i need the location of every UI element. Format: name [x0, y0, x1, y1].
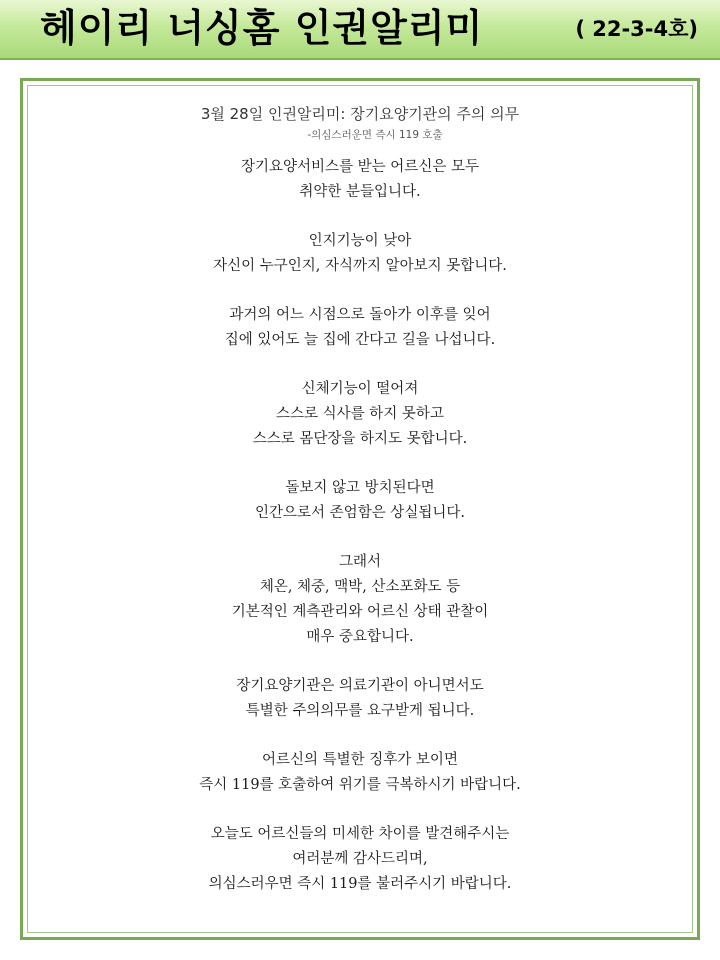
paragraph-line: 어르신의 특별한 징후가 보이면 [262, 752, 458, 768]
paragraph-line: 장기요양기관은 의료기관이 아니면서도 [236, 678, 484, 694]
paragraph-line: 매우 중요합니다. [306, 629, 414, 645]
paragraph-line: 자신이 누구인지, 자식까지 알아보지 못합니다. [213, 258, 507, 274]
document-subtitle: -의심스러운면 즉시 119 호출 [307, 129, 443, 141]
paragraph-line: 스스로 식사를 하지 못하고 [276, 406, 444, 422]
paragraph [23, 303, 697, 353]
paragraph-line: 특별한 주의의무를 요구받게 됩니다. [245, 703, 475, 719]
paragraph [23, 377, 697, 452]
paragraph [23, 822, 697, 897]
paragraph-line: 돌보지 않고 방치된다면 [285, 480, 435, 496]
paragraph-line: 즉시 119를 호출하여 위기를 극복하시기 바랍니다. [199, 777, 521, 793]
paragraph-line: 기본적인 계측관리와 어르신 상태 관찰이 [231, 604, 489, 620]
paragraph-line: 스스로 몸단장을 하지도 못합니다. [252, 431, 468, 447]
document-title: 3월 28일 인권알리미: 장기요양기관의 주의 의무 [200, 105, 520, 123]
paragraph-line: 그래서 [338, 554, 382, 570]
paragraph-line: 인간으로서 존엄함은 상실됩니다. [255, 505, 465, 521]
paragraph [23, 674, 697, 724]
document-frame [20, 78, 700, 940]
issue-number: ( 22-3-4호) [575, 17, 698, 41]
paragraph-line: 장기요양서비스를 받는 어르신은 모두 [241, 159, 479, 175]
header-banner [0, 0, 720, 60]
document-content [23, 103, 697, 921]
paragraph-line: 집에 있어도 늘 집에 간다고 길을 나섭니다. [224, 332, 496, 348]
paragraph-list [23, 155, 697, 897]
paragraph-line: 여러분께 감사드리며, [292, 851, 428, 867]
paragraph [23, 155, 697, 205]
paragraph-line: 체온, 체중, 맥박, 산소포화도 등 [259, 579, 461, 595]
paragraph-line: 신체기능이 떨어져 [301, 381, 419, 397]
paragraph-line: 과거의 어느 시점으로 돌아가 이후를 잊어 [229, 307, 491, 323]
paragraph [23, 550, 697, 650]
paragraph-line: 취약한 분들입니다. [299, 184, 421, 200]
paragraph [23, 229, 697, 279]
paragraph-line: 인지기능이 낮아 [308, 233, 412, 249]
paragraph-line: 오늘도 어르신들의 미세한 차이를 발견해주시는 [210, 826, 510, 842]
paragraph-line: 의심스러우면 즉시 119를 불러주시기 바랍니다. [208, 876, 512, 892]
paragraph [23, 476, 697, 526]
paragraph [23, 748, 697, 798]
header-title: 헤이리 너싱홈 인권알리미 [40, 6, 484, 50]
